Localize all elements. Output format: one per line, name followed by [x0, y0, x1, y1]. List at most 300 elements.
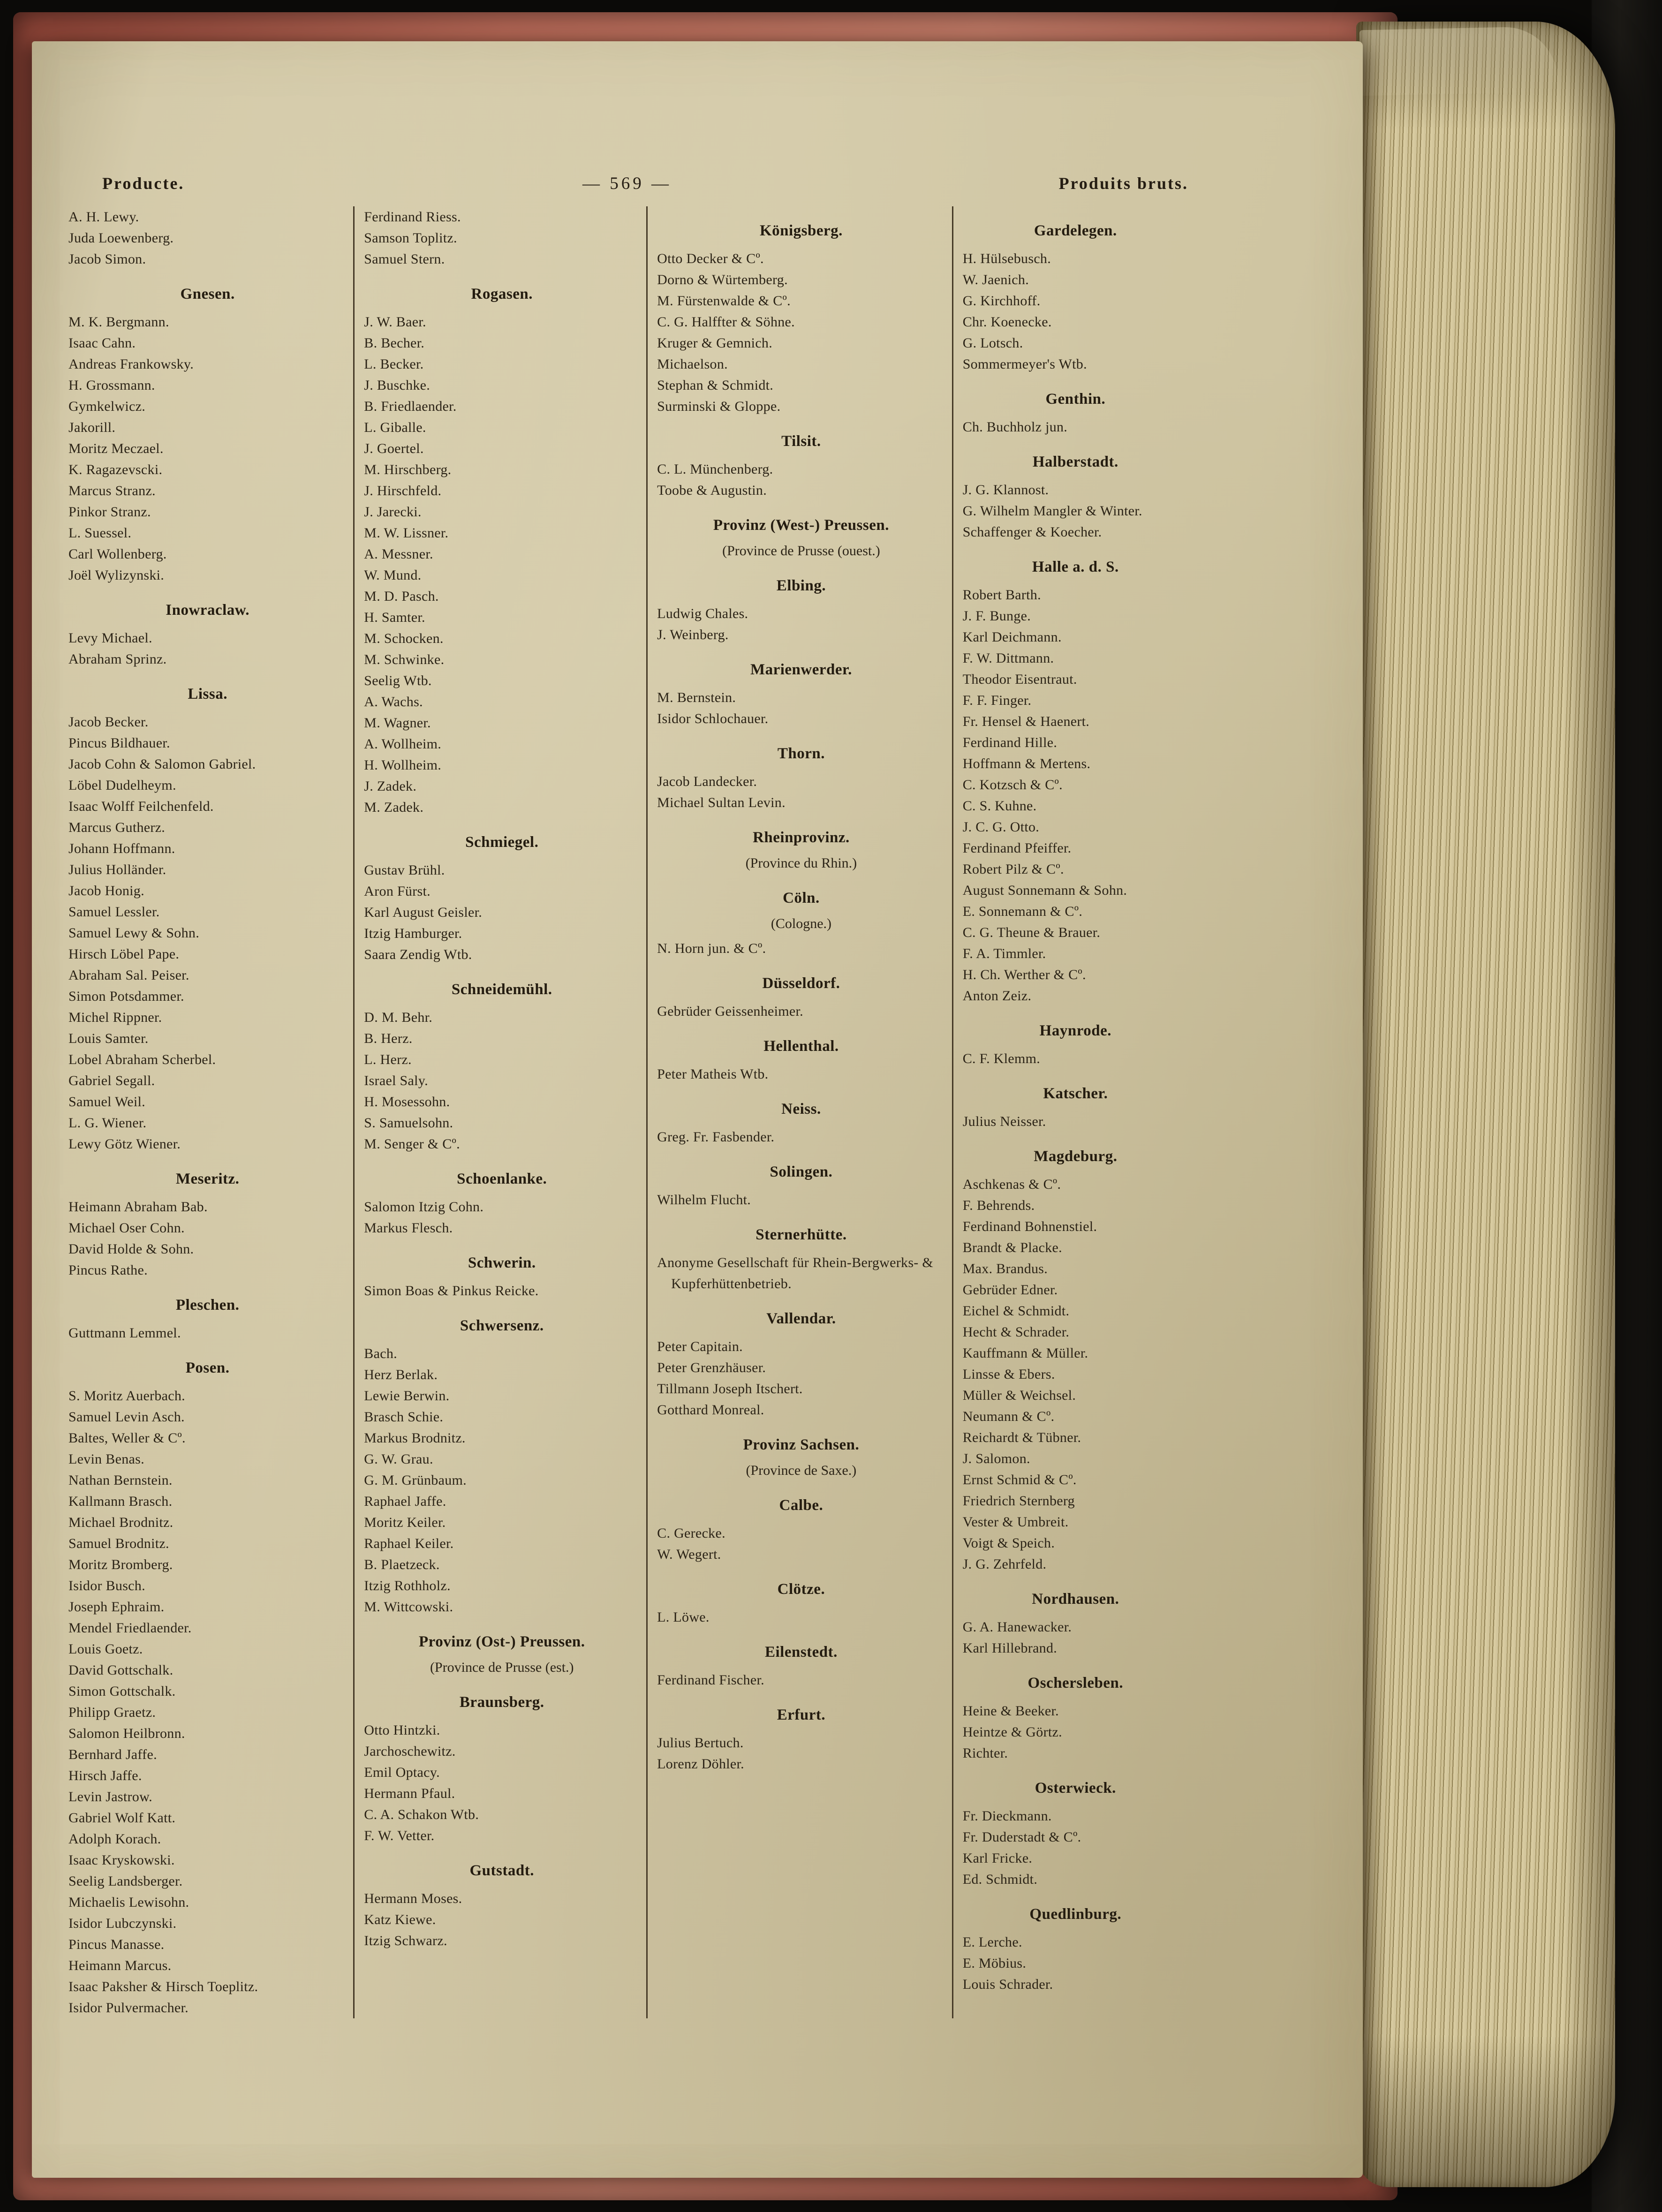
- directory-entry: Lobel Abraham Scherbel.: [68, 1052, 216, 1067]
- directory-section: [963, 1019, 1188, 1069]
- section-heading: Halberstadt.: [1032, 453, 1118, 470]
- directory-entry: Otto Decker & Cº.: [657, 251, 764, 266]
- section-heading: Meseritz.: [175, 1170, 240, 1187]
- directory-entry: Isaac Wolff Feilchenfeld.: [68, 799, 214, 814]
- directory-columns: [59, 206, 1195, 2018]
- directory-section: [657, 886, 945, 959]
- directory-section: [68, 282, 347, 586]
- page-header: [59, 174, 1195, 204]
- directory-entry: Itzig Schwarz.: [364, 1933, 447, 1948]
- directory-entry: Hoffmann & Mertens.: [962, 756, 1091, 771]
- directory-entry: August Sonnemann & Sohn.: [962, 883, 1127, 898]
- directory-entry: M. Fürstenwalde & Cº.: [657, 293, 791, 309]
- directory-section: [68, 682, 347, 1155]
- directory-entry: Simon Gottschalk.: [68, 1684, 176, 1699]
- directory-entry: B. Friedlaender.: [364, 399, 457, 414]
- section-heading: Haynrode.: [1039, 1022, 1111, 1039]
- directory-entry: Seelig Wtb.: [364, 673, 432, 688]
- directory-entry: M. W. Lissner.: [364, 525, 449, 541]
- directory-entry: C. Gerecke.: [657, 1525, 725, 1541]
- section-heading: Provinz (Ost-) Preussen.: [418, 1633, 585, 1650]
- directory-entry: M. K. Bergmann.: [68, 314, 169, 330]
- directory-entry: G. Lotsch.: [962, 335, 1023, 351]
- directory-entry: Fr. Dieckmann.: [962, 1808, 1052, 1824]
- directory-entry: Israel Saly.: [364, 1073, 428, 1088]
- directory-entry: J. Hirschfeld.: [364, 483, 442, 498]
- directory-section: [364, 282, 640, 818]
- directory-entry: Bach.: [364, 1346, 397, 1361]
- directory-entry: Johann Hoffmann.: [68, 841, 175, 856]
- directory-entry: Mendel Friedlaender.: [68, 1620, 192, 1636]
- directory-section: [963, 1776, 1188, 1890]
- directory-entry: Jacob Simon.: [68, 251, 146, 267]
- directory-entry: Raphael Jaffe.: [364, 1494, 446, 1509]
- directory-entry: C. L. Münchenberg.: [657, 461, 773, 477]
- directory-entry: Vester & Umbreit.: [962, 1514, 1069, 1530]
- directory-section: [657, 1578, 945, 1628]
- directory-entry: David Gottschalk.: [68, 1662, 174, 1678]
- directory-entry: Gebrüder Geissenheimer.: [657, 1004, 803, 1019]
- section-heading: Gutstadt.: [469, 1862, 534, 1879]
- directory-entry: M. Wagner.: [364, 715, 431, 731]
- directory-entry: Heine & Beeker.: [962, 1703, 1059, 1719]
- directory-entry: C. F. Klemm.: [962, 1051, 1041, 1066]
- directory-entry: Schaffenger & Koecher.: [962, 524, 1102, 540]
- section-subheading: (Province de Prusse (ouest.): [722, 543, 880, 559]
- directory-entry: Fr. Hensel & Haenert.: [962, 714, 1090, 729]
- directory-entry: Gustav Brühl.: [364, 862, 445, 878]
- directory-entry: Samuel Levin Asch.: [68, 1409, 185, 1425]
- directory-entry: Michael Oser Cohn.: [68, 1220, 185, 1236]
- directory-entry: Ed. Schmidt.: [962, 1872, 1038, 1887]
- directory-entry: Reichardt & Tübner.: [962, 1430, 1081, 1445]
- directory-entry: Salomon Itzig Cohn.: [364, 1199, 484, 1215]
- directory-entry: Sommermeyer's Wtb.: [962, 356, 1087, 372]
- directory-section: [963, 1587, 1188, 1659]
- section-heading: Quedlinburg.: [1029, 1906, 1122, 1923]
- directory-entry: Bernhard Jaffe.: [68, 1747, 157, 1762]
- header-left-title: Producte.: [102, 174, 185, 193]
- directory-column-3: [646, 206, 952, 2018]
- directory-entry: Richter.: [962, 1745, 1008, 1761]
- directory-entry: L. Giballe.: [364, 420, 426, 435]
- directory-entry: J. Zadek.: [364, 778, 417, 794]
- directory-entry: H. Hülsebusch.: [962, 251, 1051, 266]
- directory-entry: Jacob Landecker.: [657, 774, 757, 789]
- directory-entry: H. Samter.: [364, 610, 425, 625]
- section-heading: Königsberg.: [759, 222, 843, 239]
- directory-entry: Gabriel Wolf Katt.: [68, 1810, 176, 1826]
- directory-entry: Hecht & Schrader.: [962, 1324, 1070, 1340]
- directory-entry: Salomon Heilbronn.: [68, 1726, 185, 1741]
- directory-entry: Itzig Rothholz.: [364, 1578, 451, 1593]
- directory-entry: Ferdinand Fischer.: [657, 1672, 764, 1688]
- directory-entry: C. G. Theune & Brauer.: [962, 925, 1101, 940]
- directory-entry: M. Hirschberg.: [364, 462, 452, 477]
- directory-entry: Julius Bertuch.: [657, 1735, 744, 1751]
- directory-section: [68, 598, 347, 670]
- directory-entry: Isidor Pulvermacher.: [68, 2000, 189, 2016]
- directory-entry: M. Zadek.: [364, 800, 424, 815]
- directory-section: [364, 1691, 640, 1846]
- directory-entry: J. Jarecki.: [364, 504, 422, 520]
- directory-entry: Neumann & Cº.: [962, 1409, 1055, 1424]
- directory-entry: Levin Jastrow.: [68, 1789, 152, 1804]
- section-subheading: (Province de Prusse (est.): [430, 1660, 574, 1675]
- directory-entry: Lorenz Döhler.: [657, 1756, 744, 1772]
- directory-entry: J. Goertel.: [364, 441, 424, 456]
- directory-entry: Katz Kiewe.: [364, 1912, 436, 1927]
- directory-section: [963, 1145, 1188, 1575]
- directory-entry: Samuel Lessler.: [68, 904, 160, 920]
- directory-entry: Gebrüder Edner.: [962, 1282, 1058, 1298]
- directory-entry: Abraham Sprinz.: [68, 651, 167, 667]
- directory-section: [68, 206, 347, 270]
- section-heading: Rheinprovinz.: [753, 829, 850, 846]
- directory-entry: F. A. Timmler.: [962, 946, 1046, 961]
- section-heading: Inowraclaw.: [166, 602, 250, 619]
- directory-entry: C. G. Halffter & Söhne.: [657, 314, 795, 330]
- directory-entry: L. Löwe.: [657, 1609, 710, 1625]
- directory-section: [657, 1223, 945, 1294]
- section-heading: Clötze.: [777, 1581, 825, 1598]
- directory-entry: Nathan Bernstein.: [68, 1472, 173, 1488]
- directory-section: [657, 826, 945, 874]
- directory-entry: M. Schwinke.: [364, 652, 445, 667]
- section-heading: Neiss.: [781, 1101, 821, 1117]
- section-heading: Solingen.: [770, 1163, 833, 1180]
- directory-entry: Brandt & Placke.: [962, 1240, 1062, 1255]
- directory-entry: Saara Zendig Wtb.: [364, 947, 472, 962]
- directory-entry: Isaac Kryskowski.: [68, 1852, 175, 1868]
- directory-entry: Gotthard Monreal.: [657, 1402, 764, 1418]
- directory-entry: Simon Potsdammer.: [68, 989, 184, 1004]
- section-heading: Lissa.: [188, 686, 227, 702]
- directory-entry: Kauffmann & Müller.: [962, 1345, 1088, 1361]
- directory-entry: Carl Wollenberg.: [68, 546, 167, 562]
- directory-entry: J. Buschke.: [364, 377, 431, 393]
- directory-section: [963, 1671, 1188, 1764]
- directory-entry: Ferdinand Riess.: [364, 209, 461, 225]
- directory-entry: J. G. Zehrfeld.: [962, 1556, 1047, 1572]
- directory-section: [657, 1494, 945, 1565]
- directory-entry: Samuel Weil.: [68, 1094, 145, 1110]
- directory-entry: Ferdinand Bohnenstiel.: [962, 1219, 1097, 1234]
- directory-section: [657, 972, 945, 1022]
- directory-entry: Levin Benas.: [68, 1451, 144, 1467]
- directory-entry: Michael Sultan Levin.: [657, 795, 786, 810]
- directory-entry: Marcus Gutherz.: [68, 820, 166, 835]
- directory-entry: Linsse & Ebers.: [962, 1366, 1055, 1382]
- directory-entry: Peter Capitain.: [657, 1339, 743, 1354]
- directory-entry: Samson Toplitz.: [364, 230, 457, 246]
- directory-entry: Simon Boas & Pinkus Reicke.: [364, 1283, 539, 1299]
- section-heading: Elbing.: [776, 577, 826, 594]
- directory-entry: Aschkenas & Cº.: [962, 1177, 1061, 1192]
- directory-entry: Jacob Cohn & Salomon Gabriel.: [68, 756, 256, 772]
- directory-entry: Michael Brodnitz.: [68, 1515, 174, 1530]
- directory-entry: M. Wittcowski.: [364, 1599, 453, 1615]
- directory-entry: S. Moritz Auerbach.: [68, 1388, 185, 1404]
- directory-section: [963, 450, 1188, 543]
- directory-entry: A. Messner.: [364, 546, 433, 562]
- directory-entry: Markus Brodnitz.: [364, 1430, 466, 1446]
- directory-section: [657, 1034, 945, 1085]
- section-heading: Schwersenz.: [460, 1317, 544, 1334]
- directory-entry: Löbel Dudelheym.: [68, 778, 176, 793]
- directory-section: [963, 555, 1188, 1006]
- directory-entry: E. Möbius.: [962, 1955, 1027, 1971]
- directory-entry: David Holde & Sohn.: [68, 1241, 194, 1257]
- directory-entry: G. Wilhelm Mangler & Winter.: [962, 503, 1142, 519]
- directory-entry: Baltes, Weller & Cº.: [68, 1430, 186, 1446]
- section-heading: Vallendar.: [766, 1310, 836, 1327]
- directory-entry: L. G. Wiener.: [68, 1115, 147, 1131]
- directory-entry: Toobe & Augustin.: [657, 483, 767, 498]
- section-heading: Schmiegel.: [465, 834, 539, 851]
- directory-entry: Samuel Brodnitz.: [68, 1536, 169, 1551]
- directory-entry: M. D. Pasch.: [364, 589, 439, 604]
- directory-entry: Ch. Buchholz jun.: [962, 419, 1068, 435]
- section-heading: Sternerhütte.: [755, 1226, 847, 1243]
- directory-section: [364, 830, 640, 965]
- directory-section: [364, 1314, 640, 1617]
- directory-entry: Hermann Moses.: [364, 1891, 462, 1906]
- directory-section: [657, 1703, 945, 1774]
- directory-section: [657, 1160, 945, 1210]
- directory-entry: F. F. Finger.: [962, 693, 1032, 708]
- page-stack-top-highlight: [1360, 26, 1558, 96]
- directory-entry: Hermann Pfaul.: [364, 1786, 455, 1801]
- directory-entry: L. Herz.: [364, 1052, 412, 1067]
- book-page: [32, 41, 1363, 2178]
- directory-entry: L. Suessel.: [68, 525, 132, 541]
- directory-section: [364, 978, 640, 1155]
- directory-entry: S. Samuelsohn.: [364, 1115, 453, 1131]
- directory-entry: B. Plaetzeck.: [364, 1557, 440, 1572]
- directory-entry: Stephan & Schmidt.: [657, 377, 774, 393]
- section-heading: Halle a. d. S.: [1032, 559, 1119, 575]
- directory-section: [364, 1167, 640, 1238]
- directory-entry: J. C. G. Otto.: [962, 819, 1040, 835]
- section-subheading: (Cologne.): [771, 916, 831, 931]
- directory-entry: Samuel Stern.: [364, 251, 445, 267]
- directory-entry: C. A. Schakon Wtb.: [364, 1807, 479, 1822]
- directory-entry: Emil Optacy.: [364, 1765, 440, 1780]
- directory-entry: Itzig Hamburger.: [364, 926, 462, 941]
- directory-entry: Heimann Abraham Bab.: [68, 1199, 208, 1215]
- directory-section: [68, 1167, 347, 1281]
- directory-entry: Ludwig Chales.: [657, 606, 748, 621]
- directory-entry: Michel Rippner.: [68, 1010, 162, 1025]
- section-heading: Thorn.: [777, 745, 825, 762]
- directory-entry: Gabriel Segall.: [68, 1073, 155, 1088]
- directory-section: [963, 387, 1188, 438]
- directory-entry: G. Kirchhoff.: [962, 293, 1041, 309]
- section-heading: Oschersleben.: [1027, 1675, 1124, 1691]
- directory-entry: Isidor Lubczynski.: [68, 1916, 177, 1931]
- directory-entry: Karl Hillebrand.: [962, 1640, 1058, 1656]
- directory-entry: L. Becker.: [364, 356, 424, 372]
- directory-entry: Heintze & Görtz.: [962, 1724, 1062, 1740]
- directory-entry: Moritz Keiler.: [364, 1515, 446, 1530]
- directory-entry: Michaelson.: [657, 356, 728, 372]
- directory-entry: W. Jaenich.: [962, 272, 1029, 287]
- directory-entry: Peter Grenzhäuser.: [657, 1360, 766, 1375]
- directory-entry: W. Mund.: [364, 567, 422, 583]
- directory-entry: Heimann Marcus.: [68, 1958, 172, 1973]
- directory-entry: H. Ch. Werther & Cº.: [962, 967, 1086, 982]
- directory-section: [657, 513, 945, 561]
- directory-entry: Guttmann Lemmel.: [68, 1325, 181, 1341]
- directory-entry: F. Behrends.: [962, 1198, 1035, 1213]
- directory-entry: M. Schocken.: [364, 631, 444, 646]
- directory-section: [963, 1902, 1188, 1995]
- directory-entry: Levy Michael.: [68, 630, 152, 646]
- directory-entry: D. M. Behr.: [364, 1010, 433, 1025]
- directory-entry: Raphael Keiler.: [364, 1536, 454, 1551]
- directory-entry: Marcus Stranz.: [68, 483, 156, 498]
- section-heading: Genthin.: [1045, 391, 1106, 408]
- directory-entry: Anonyme Gesellschaft für Rhein-Bergwerks- & Kupferhüttenbetrieb.: [657, 1255, 934, 1291]
- directory-section: [364, 1859, 640, 1951]
- directory-entry: Anton Zeiz.: [962, 988, 1032, 1004]
- directory-section: [657, 1640, 945, 1691]
- directory-entry: J. F. Bunge.: [962, 608, 1031, 624]
- directory-entry: Julius Holländer.: [68, 862, 166, 877]
- directory-entry: Adolph Korach.: [68, 1831, 161, 1847]
- section-heading: Provinz Sachsen.: [743, 1436, 860, 1453]
- directory-entry: Jakorill.: [68, 420, 116, 435]
- directory-entry: J. G. Klannost.: [962, 482, 1049, 498]
- directory-entry: F. W. Vetter.: [364, 1828, 435, 1843]
- section-heading: Erfurt.: [777, 1706, 826, 1723]
- directory-entry: M. Senger & Cº.: [364, 1136, 460, 1152]
- directory-entry: A. H. Lewy.: [68, 209, 139, 225]
- directory-entry: Louis Goetz.: [68, 1641, 143, 1657]
- directory-entry: Chr. Koenecke.: [962, 314, 1052, 330]
- directory-entry: Hirsch Löbel Pape.: [68, 946, 180, 962]
- directory-entry: Herz Berlak.: [364, 1367, 438, 1382]
- directory-entry: Samuel Lewy & Sohn.: [68, 925, 200, 941]
- section-heading: Düsseldorf.: [762, 975, 840, 992]
- directory-entry: Kruger & Gemnich.: [657, 335, 773, 351]
- page-number: — 569 —: [582, 174, 672, 193]
- directory-entry: Brasch Schie.: [364, 1409, 444, 1425]
- directory-entry: Pincus Manasse.: [68, 1937, 165, 1952]
- section-heading: Gardelegen.: [1034, 222, 1117, 239]
- directory-entry: Robert Pilz & Cº.: [962, 861, 1064, 877]
- section-heading: Marienwerder.: [750, 661, 852, 678]
- directory-entry: H. Wollheim.: [364, 757, 442, 773]
- directory-entry: Jacob Honig.: [68, 883, 144, 898]
- directory-section: [364, 1251, 640, 1301]
- directory-entry: Isaac Cahn.: [68, 335, 136, 351]
- section-heading: Tilsit.: [781, 433, 821, 450]
- directory-entry: Abraham Sal. Peiser.: [68, 967, 189, 983]
- directory-entry: Eichel & Schmidt.: [962, 1303, 1070, 1319]
- directory-entry: Fr. Duderstadt & Cº.: [962, 1829, 1081, 1845]
- section-heading: Schneidemühl.: [451, 981, 552, 998]
- directory-entry: Markus Flesch.: [364, 1220, 453, 1236]
- directory-column-1: [59, 206, 353, 2018]
- directory-entry: Gymkelwicz.: [68, 399, 146, 414]
- section-heading: Hellenthal.: [763, 1038, 839, 1055]
- directory-entry: Isidor Busch.: [68, 1578, 145, 1593]
- section-heading: Osterwieck.: [1035, 1780, 1116, 1797]
- directory-entry: A. Wachs.: [364, 694, 423, 710]
- directory-entry: Dorno & Würtemberg.: [657, 272, 788, 287]
- section-heading: Gnesen.: [180, 286, 235, 302]
- directory-entry: Andreas Frankowsky.: [68, 356, 194, 372]
- section-heading: Rogasen.: [471, 286, 533, 302]
- directory-entry: Ferdinand Hille.: [962, 735, 1058, 750]
- directory-entry: Pincus Bildhauer.: [68, 735, 170, 751]
- directory-entry: H. Mosessohn.: [364, 1094, 450, 1110]
- directory-entry: E. Lerche.: [962, 1934, 1022, 1950]
- directory-section: [68, 1356, 347, 2018]
- directory-entry: Theodor Eisentraut.: [962, 672, 1077, 687]
- directory-entry: J. Salomon.: [962, 1451, 1030, 1466]
- directory-entry: K. Ragazevscki.: [68, 462, 163, 477]
- directory-entry: H. Grossmann.: [68, 377, 155, 393]
- directory-entry: Pinkor Stranz.: [68, 504, 151, 520]
- directory-section: [364, 1630, 640, 1678]
- section-heading: Nordhausen.: [1032, 1591, 1119, 1608]
- section-heading: Provinz (West-) Preussen.: [713, 517, 889, 534]
- section-heading: Posen.: [185, 1359, 230, 1376]
- directory-entry: Aron Fürst.: [364, 883, 431, 899]
- section-heading: Calbe.: [779, 1497, 823, 1514]
- directory-column-4: [952, 206, 1195, 2018]
- directory-section: [657, 574, 945, 645]
- directory-entry: Moritz Bromberg.: [68, 1557, 173, 1572]
- directory-column-2: [353, 206, 646, 2018]
- directory-entry: Surminski & Gloppe.: [657, 399, 781, 414]
- section-heading: Katscher.: [1043, 1085, 1108, 1102]
- section-heading: Schwerin.: [468, 1254, 536, 1271]
- directory-section: [657, 219, 945, 417]
- directory-entry: Kallmann Brasch.: [68, 1494, 173, 1509]
- directory-entry: Peter Matheis Wtb.: [657, 1066, 769, 1082]
- section-heading: Pleschen.: [175, 1297, 240, 1314]
- directory-entry: J. Weinberg.: [657, 627, 729, 642]
- section-subheading: (Province du Rhin.): [745, 855, 857, 871]
- directory-entry: C. S. Kuhne.: [962, 798, 1037, 814]
- directory-entry: F. W. Dittmann.: [962, 650, 1054, 666]
- directory-entry: G. M. Grünbaum.: [364, 1472, 467, 1488]
- directory-entry: Julius Neisser.: [962, 1114, 1046, 1129]
- directory-entry: E. Sonnemann & Cº.: [962, 904, 1083, 919]
- directory-entry: B. Herz.: [364, 1031, 413, 1046]
- directory-entry: Otto Hintzki.: [364, 1722, 440, 1738]
- directory-entry: Lewy Götz Wiener.: [68, 1136, 181, 1152]
- directory-section: [364, 206, 640, 270]
- directory-entry: Voigt & Speich.: [962, 1535, 1055, 1551]
- directory-entry: Hirsch Jaffe.: [68, 1768, 142, 1783]
- directory-entry: Philipp Graetz.: [68, 1705, 156, 1720]
- directory-entry: Pincus Rathe.: [68, 1262, 148, 1278]
- directory-entry: Karl Deichmann.: [962, 629, 1062, 645]
- directory-entry: Joël Wylizynski.: [68, 567, 165, 583]
- directory-entry: A. Wollheim.: [364, 736, 442, 752]
- directory-section: [657, 742, 945, 813]
- section-heading: Eilenstedt.: [764, 1644, 838, 1661]
- directory-section: [657, 430, 945, 501]
- directory-section: [657, 1433, 945, 1481]
- directory-entry: G. A. Hanewacker.: [962, 1619, 1072, 1635]
- directory-section: [963, 219, 1188, 375]
